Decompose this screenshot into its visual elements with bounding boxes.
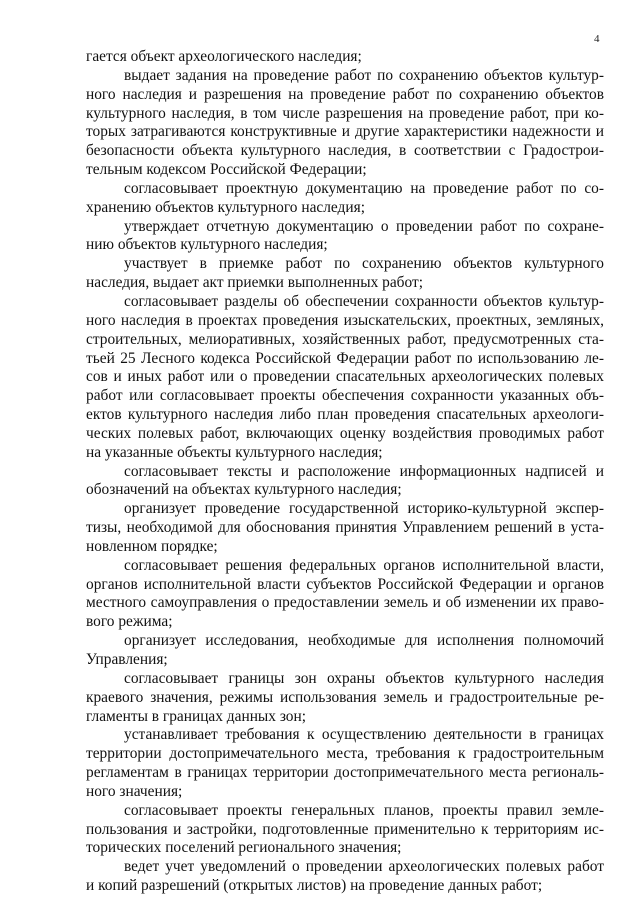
text-line: гается объект археологического наследия; xyxy=(86,48,362,65)
text-line: ного значения; xyxy=(86,782,183,800)
text-line: организует исследования, необходимые для исполнения полномочий xyxy=(124,632,604,650)
text-line: согласовывает решения федеральных органов исполнительной власти, xyxy=(124,556,604,574)
text-line: безопасности объекта культурного наследия, в соответствии с Градострои- xyxy=(86,142,604,160)
text-line: краевого значения, режимы использования земель и градостроительные ре- xyxy=(86,688,604,706)
text-line: согласовывает тексты и расположение информационных надписей и xyxy=(124,462,604,480)
text-line: культурного наследия, в том числе разрешения на проведение работ, при ко- xyxy=(86,104,604,122)
text-line: и копий разрешений (открытых листов) на проведение данных работ; xyxy=(86,877,543,895)
text-line: тьей 25 Лесного кодекса Российской Федерации работ по использованию ле- xyxy=(86,349,604,367)
text-line: нию объектов культурного наследия; xyxy=(86,236,328,254)
text-line: ведет учет уведомлений о проведении археологических полевых работ xyxy=(124,858,604,876)
text-line: согласовывает проектную документацию на проведение работ по со- xyxy=(124,179,604,197)
text-line: тизы, необходимой для обоснования принятия Управлением решений в уста- xyxy=(86,519,604,537)
text-line: сов и иных работ или о проведении спасательных археологических полевых xyxy=(86,368,604,386)
text-line: торических поселений регионального значения; xyxy=(86,839,402,857)
text-line: согласовывает границы зон охраны объектов культурного наследия xyxy=(124,669,604,687)
text-line: гламенты в границах данных зон; xyxy=(86,707,307,725)
text-line: органов исполнительной власти субъектов Российской Федерации и органов xyxy=(86,575,604,593)
text-line: регламентам в границах территории достопримечательного места региональ- xyxy=(86,764,604,782)
text-line: хранению объектов культурного наследия; xyxy=(86,198,365,216)
text-line: местного самоуправления о предоставлении земель и об изменении их право- xyxy=(86,594,604,612)
text-line: торых затрагиваются конструктивные и другие характеристики надежности и xyxy=(86,123,604,141)
page-number: 4 xyxy=(594,33,600,45)
text-line: организует проведение государственной историко-культурной экспер- xyxy=(124,500,604,518)
text-line: ческих полевых работ, включающих оценку воздействия проводимых работ xyxy=(86,424,604,442)
text-line: пользования и застройки, подготовленные применительно к территориям ис- xyxy=(86,820,604,838)
text-line: ного наследия и разрешения на проведение работ по сохранению объектов xyxy=(86,85,604,103)
text-line: согласовывает проекты генеральных планов, проекты правил земле- xyxy=(124,801,604,819)
text-line: ектов культурного наследия либо план проведения спасательных археологи- xyxy=(86,406,604,424)
text-line: участвует в приемке работ по сохранению объектов культурного xyxy=(124,255,604,273)
text-line: строительных, мелиоративных, хозяйственных работ, предусмотренных ста- xyxy=(86,330,604,348)
text-line: тельным кодексом Российской Федерации; xyxy=(86,161,367,179)
text-line: выдает задания на проведение работ по сохранению объектов культур- xyxy=(124,66,604,84)
text-line: утверждает отчетную документацию о проведении работ по сохране- xyxy=(124,217,604,235)
text-line: ного наследия в проектах проведения изыскательских, проектных, земляных, xyxy=(86,311,604,329)
text-line: на указанные объекты культурного наследия; xyxy=(86,443,383,461)
text-line: согласовывает разделы об обеспечении сохранности объектов культур- xyxy=(124,292,604,310)
document-body xyxy=(86,48,604,896)
text-line: обозначений на объектах культурного наследия; xyxy=(86,481,402,499)
text-line: работ или согласовывает проекты обеспечения сохранности указанных объ- xyxy=(86,387,604,405)
text-line: наследия, выдает акт приемки выполненных работ; xyxy=(86,274,423,292)
text-line: устанавливает требования к осуществлению деятельности в границах xyxy=(124,726,604,744)
text-line: Управления; xyxy=(86,651,168,668)
text-line: территории достопримечательного места, требования к градостроительным xyxy=(86,745,604,763)
text-line: вого режима; xyxy=(86,613,173,631)
text-line: новленном порядке; xyxy=(86,537,218,555)
